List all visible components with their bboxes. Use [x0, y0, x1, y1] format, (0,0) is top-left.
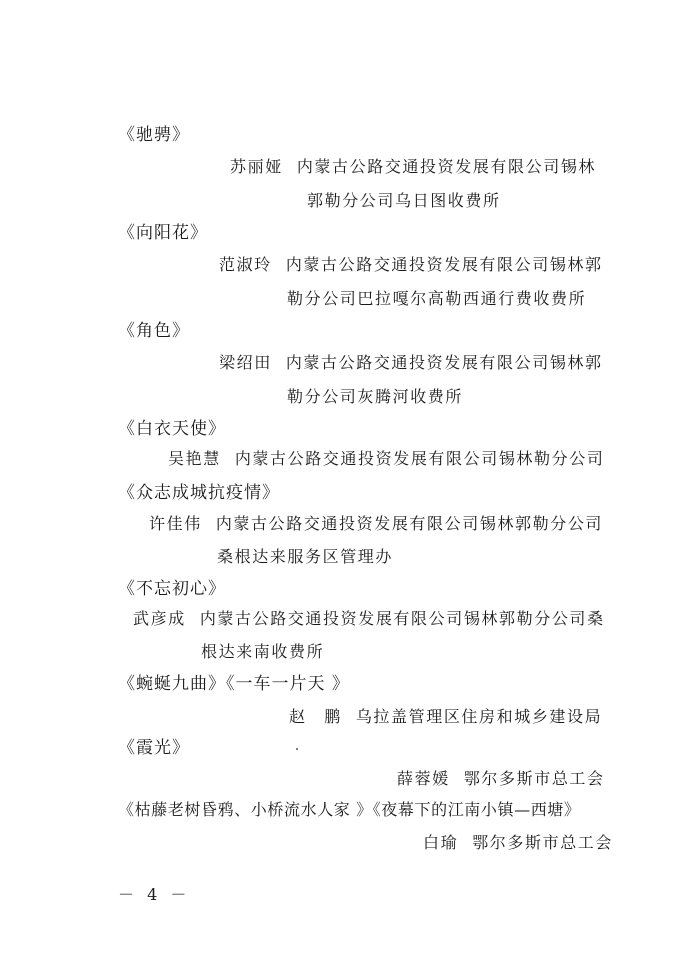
work-title: 《蜿蜒九曲》 — [118, 674, 226, 694]
work-title: 《众志成城抗疫情》 — [118, 483, 280, 503]
work-title: 《白衣天使》 — [118, 419, 226, 439]
author-org: 鄂尔多斯市总工会 — [472, 833, 614, 852]
author-org: 鄂尔多斯市总工会 — [463, 769, 605, 788]
work-title: 《夜幕下的江南小镇—西塘》 — [372, 800, 581, 819]
author-line — [397, 766, 605, 789]
author-org: 内蒙古公路交通投资发展有限公司锡林郭 — [285, 255, 603, 274]
author-name: 梁绍田 — [219, 353, 272, 372]
author-name: 苏丽娅 — [230, 157, 283, 176]
work-title-pair — [118, 797, 581, 820]
work-title: 《不忘初心》 — [118, 579, 226, 599]
author-org: 乌拉盖管理区住房和城乡建设局 — [355, 707, 603, 726]
author-line — [219, 252, 603, 275]
author-line — [168, 446, 604, 469]
author-org: 内蒙古公路交通投资发展有限公司锡林郭 — [285, 353, 603, 372]
author-name: 许佳伟 — [149, 514, 202, 533]
author-org-continued: 郭勒分公司乌日图收费所 — [307, 191, 501, 210]
author-org-continued: 桑根达来服务区管理办 — [217, 547, 394, 566]
author-line — [219, 350, 603, 373]
author-org-continued: 勒分公司灰腾河收费所 — [287, 387, 464, 406]
author-line — [230, 154, 596, 177]
speck-mark — [296, 748, 298, 750]
author-org-continued: 根达来南收费所 — [201, 642, 325, 661]
author-name: 赵 鹏 — [289, 707, 342, 726]
work-title: 《向阳花》 — [118, 223, 208, 243]
author-name: 武彦成 — [133, 609, 186, 628]
author-name: 薛蓉媛 — [397, 769, 450, 788]
work-title: 《霞光》 — [118, 738, 190, 758]
author-line — [289, 704, 602, 727]
author-org-continued: 勒分公司巴拉嘎尔高勒西通行费收费所 — [287, 289, 587, 308]
work-title-pair — [118, 669, 350, 694]
author-line — [423, 830, 613, 853]
author-line — [149, 511, 603, 534]
author-line — [133, 606, 605, 629]
work-title: 《驰骋》 — [118, 125, 190, 145]
author-org: 内蒙古公路交通投资发展有限公司锡林 — [296, 157, 597, 176]
author-name: 范淑玲 — [219, 255, 272, 274]
author-org: 内蒙古公路交通投资发展有限公司锡林郭勒分公司桑 — [199, 609, 605, 628]
work-title: 《一车一片天 》 — [226, 674, 350, 694]
author-name: 白瑜 — [423, 833, 459, 852]
page-number: － 4 － — [118, 885, 191, 904]
author-org: 内蒙古公路交通投资发展有限公司锡林勒分公司 — [234, 449, 605, 468]
work-title: 《枯藤老树昏鸦、小桥流水人家 》 — [118, 800, 373, 819]
author-org: 内蒙古公路交通投资发展有限公司锡林郭勒分公司 — [215, 514, 604, 533]
author-name: 吴艳慧 — [168, 449, 221, 468]
work-title: 《角色》 — [118, 321, 190, 341]
